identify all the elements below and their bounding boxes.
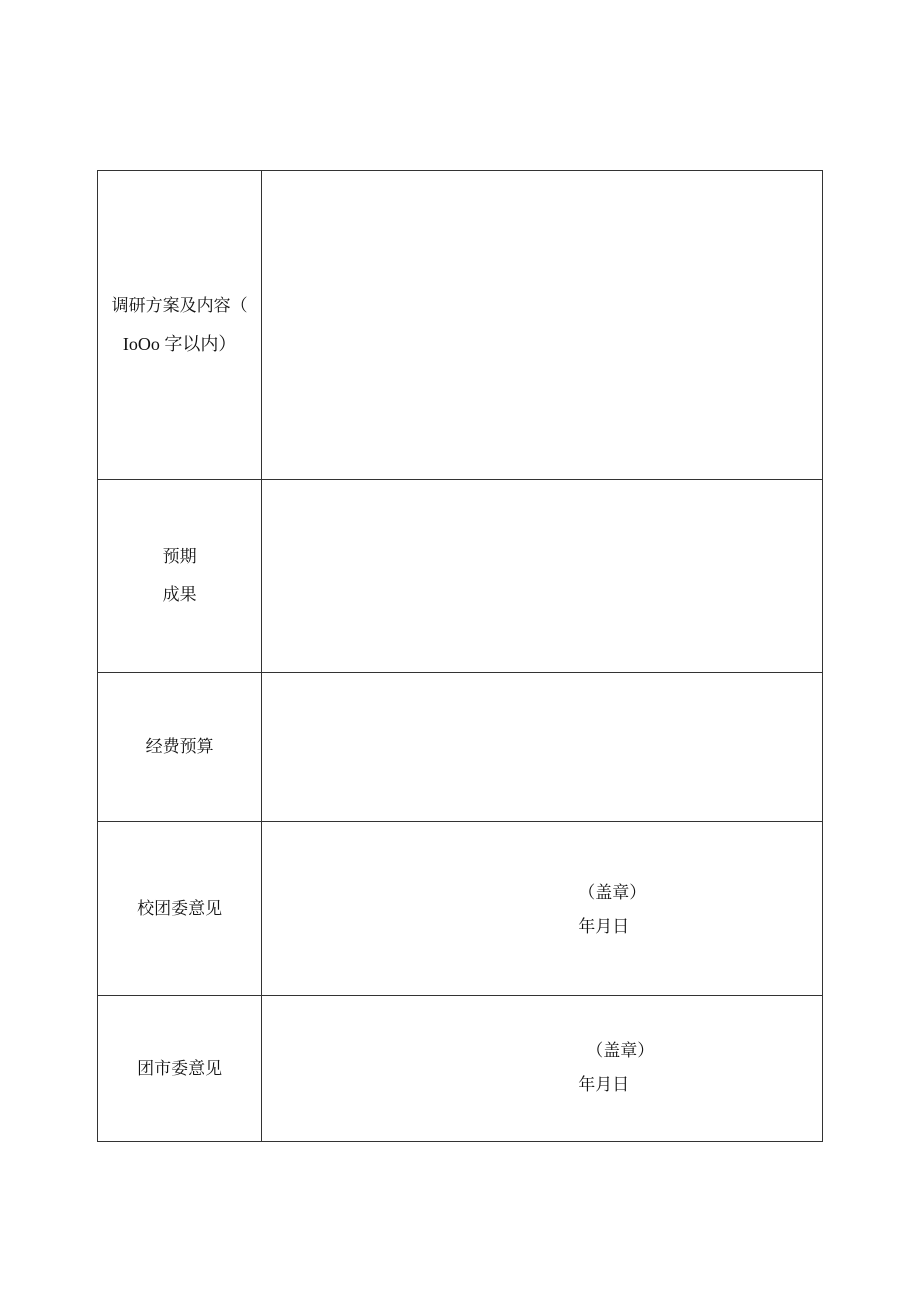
label-line: 团市委意见 xyxy=(137,1058,223,1079)
expected-results-field[interactable] xyxy=(262,480,823,673)
form-row-school-opinion xyxy=(98,822,823,996)
school-stamp-block xyxy=(578,876,668,944)
label-city-opinion xyxy=(98,996,262,1142)
application-form-table xyxy=(97,170,823,1142)
label-line: 成果 xyxy=(162,585,197,605)
date-text: 年月日 xyxy=(578,917,630,937)
label-research-plan xyxy=(98,171,262,480)
city-opinion-field[interactable] xyxy=(262,996,823,1142)
seal-text: （盖章） xyxy=(578,883,647,903)
school-opinion-field[interactable] xyxy=(262,822,823,996)
label-budget xyxy=(98,673,262,822)
city-stamp-block xyxy=(578,1034,668,1102)
form-row-city-opinion xyxy=(98,996,823,1142)
label-line: 调研方案及内容（ xyxy=(111,296,248,316)
seal-text: （盖章） xyxy=(586,1041,655,1061)
label-line: 预期 xyxy=(162,547,197,567)
form-row-expected-results xyxy=(98,480,823,673)
label-line: IoOo 字以内） xyxy=(122,334,237,354)
label-line: 经费预算 xyxy=(145,737,214,757)
label-expected-results xyxy=(98,480,262,673)
date-text: 年月日 xyxy=(578,1075,630,1095)
research-plan-field[interactable] xyxy=(262,171,823,480)
label-school-opinion xyxy=(98,822,262,996)
budget-field[interactable] xyxy=(262,673,823,822)
form-row-budget xyxy=(98,673,823,822)
form-row-research-plan xyxy=(98,171,823,480)
label-line: 校团委意见 xyxy=(137,898,223,919)
